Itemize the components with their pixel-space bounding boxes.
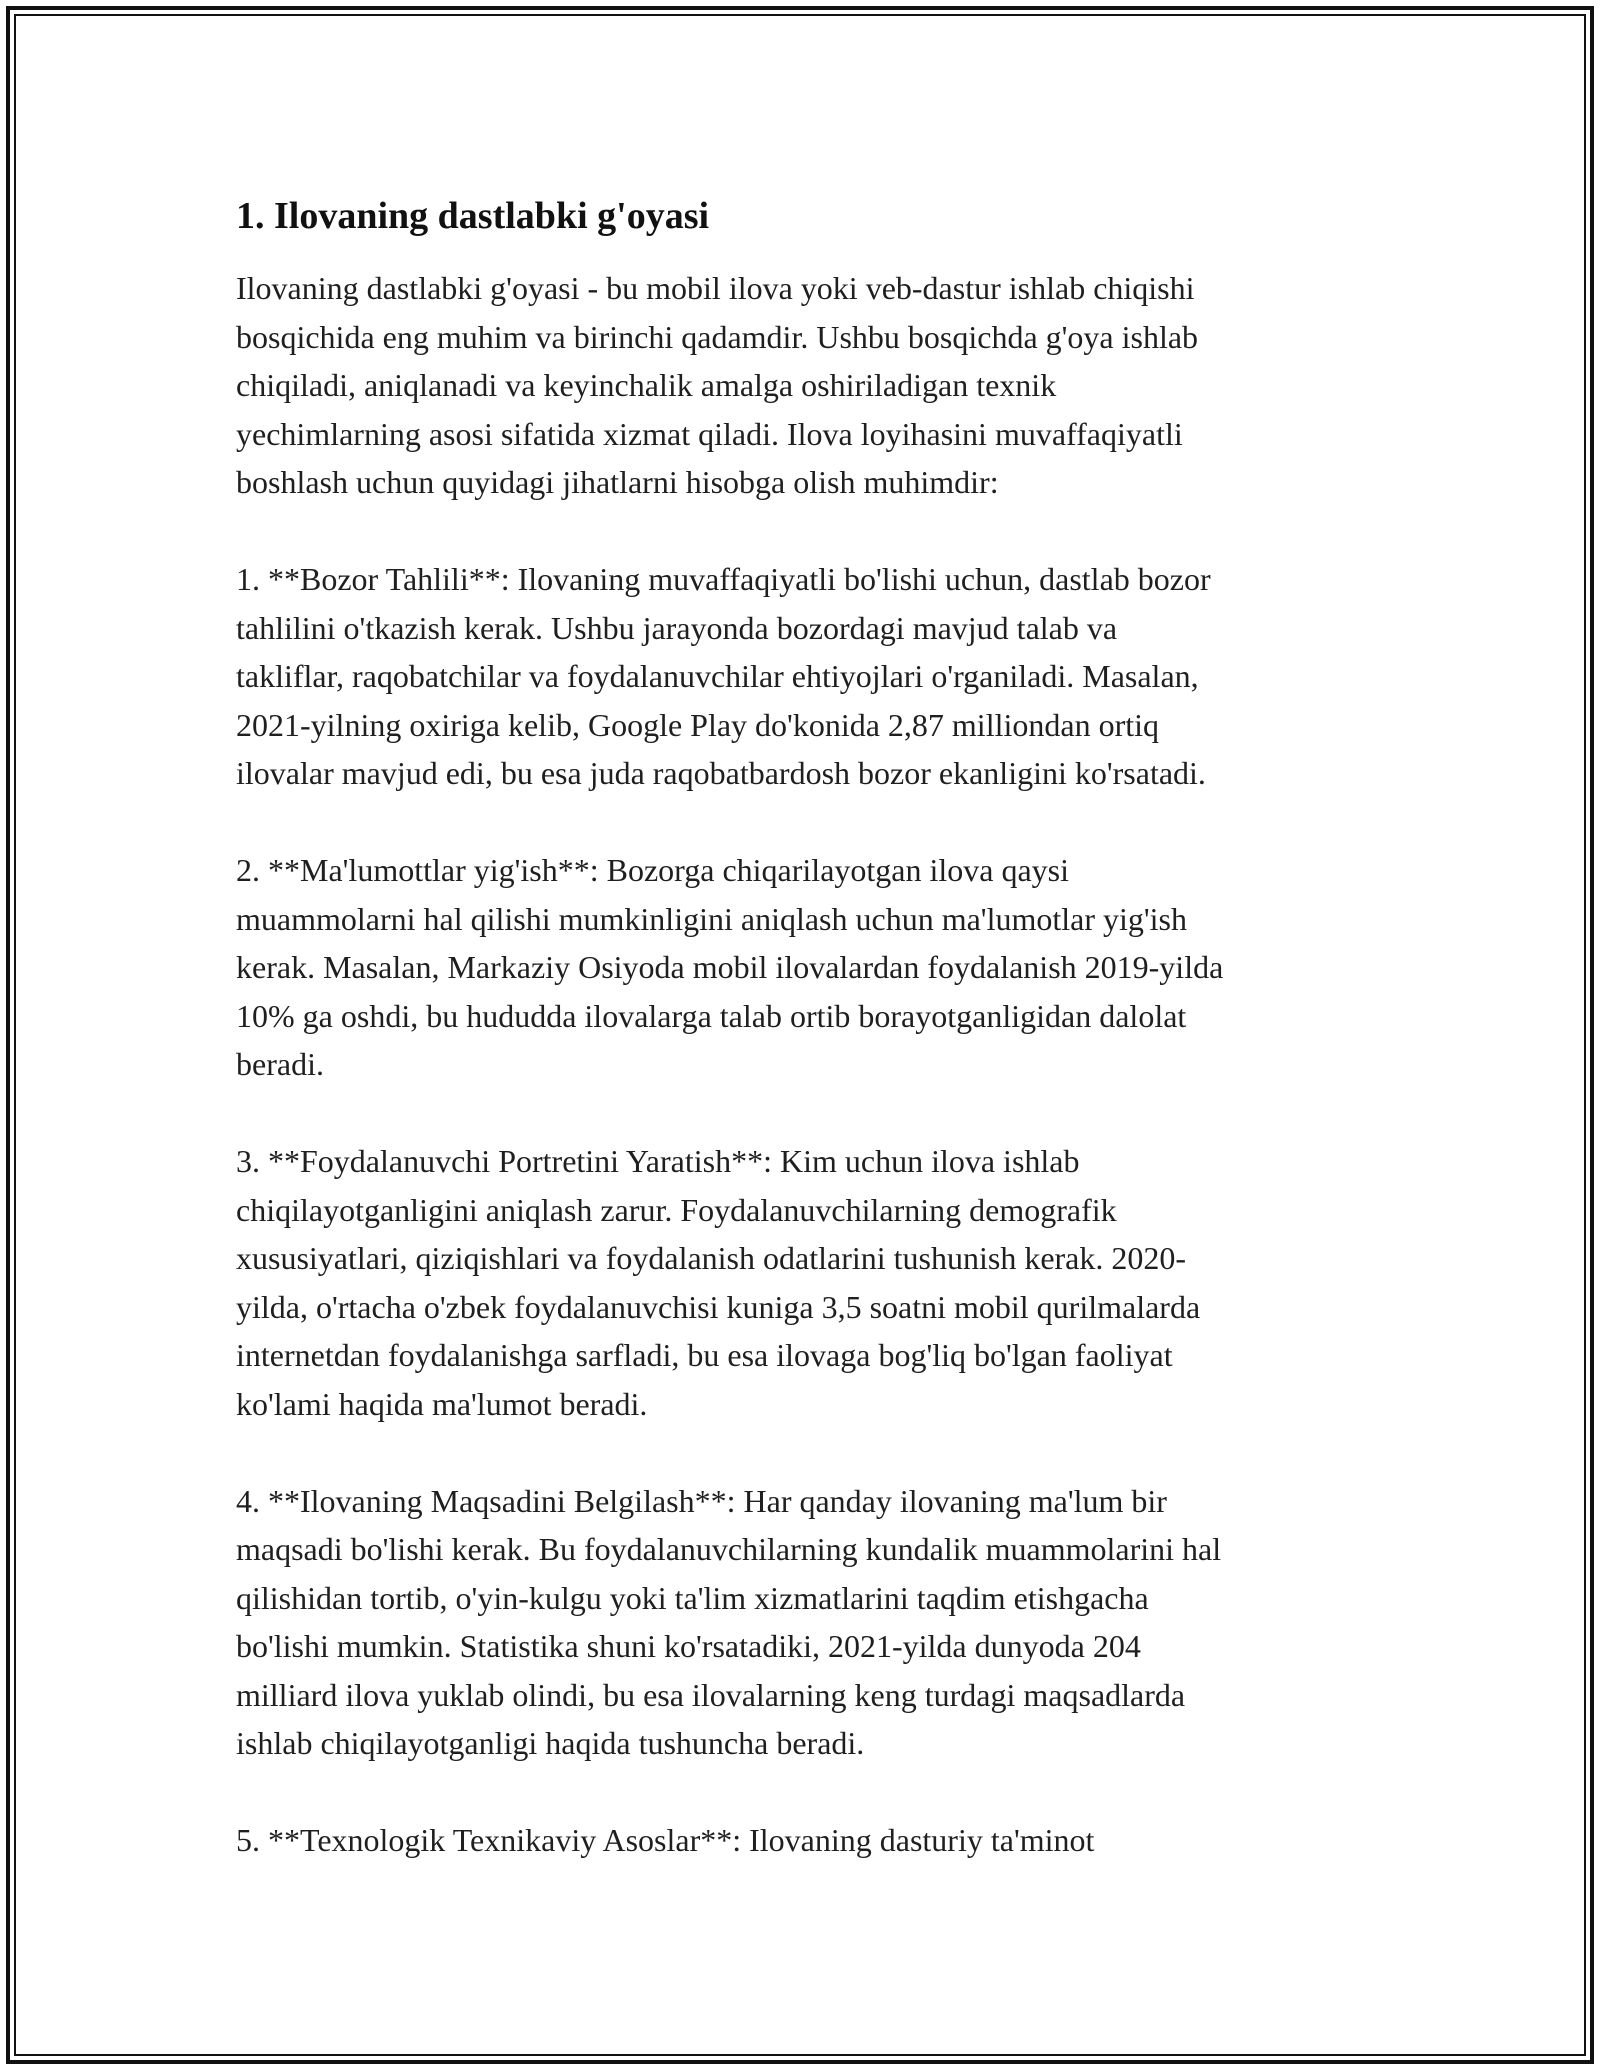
list-item-ilova-maqsadi: 4. **Ilovaning Maqsadini Belgilash**: Har qanday ilovaning ma'lum bir maqsadi bo'lishi kerak. Bu foydalanuvchilarning kundalik muammolarini hal qilishidan tortib, o'yin-kulgu yoki ta'lim xizmatlarini taqdim etishgacha bo'lishi mumkin. Statistika shuni ko'rsatadiki, 2021-yilda dunyoda 204 milliard ilova yuklab olindi, bu esa ilovalarning keng turdagi maqsadlarda ishlab chiqilayotganligi haqida tushuncha beradi. (236, 1482, 1222, 1761)
document-body (236, 190, 1376, 1913)
list-item-texnologik-asoslar: 5. **Texnologik Texnikaviy Asoslar**: Ilovaning dasturiy ta'minot (236, 1822, 1095, 1858)
section-title: 1. Ilovaning dastlabki g'oyasi (236, 195, 710, 237)
intro-paragraph: Ilovaning dastlabki g'oyasi - bu mobil ilova yoki veb-dastur ishlab chiqishi bosqichida eng muhim va birinchi qadamdir. Ushbu bosqichda g'oya ishlab chiqiladi, aniqlanadi va keyinchalik amalga oshiriladigan texnik yechimlarning asosi sifatida xizmat qiladi. Ilova loyihasini muvaffaqiyatli boshlash uchun quyidagi jihatlarni hisobga olish muhimdir: (236, 270, 1199, 500)
list-item-foydalanuvchi-portreti: 3. **Foydalanuvchi Portretini Yaratish**: Kim uchun ilova ishlab chiqilayotganligini aniqlash zarur. Foydalanuvchilarning demografik xususiyatlari, qiziqishlari va foydalanish odatlarini tushunish kerak. 2020- yilda, o'rtacha o'zbek foydalanuvchisi kuniga 3,5 soatni mobil qurilmalarda internetdan foydalanishga sarfladi, bu esa ilovaga bog'liq bo'lgan faoliyat ko'lami haqida ma'lumot beradi. (236, 1143, 1201, 1422)
list-item-malumotlar-yigish: 2. **Ma'lumottlar yig'ish**: Bozorga chiqarilayotgan ilova qaysi muammolarni hal qilishi mumkinligini aniqlash uchun ma'lumotlar yig'ish kerak. Masalan, Markaziy Osiyoda mobil ilovalardan foydalanish 2019-yilda 10% ga oshdi, bu hududda ilovalarga talab ortib borayotganligidan dalolat beradi. (236, 852, 1224, 1082)
list-item-bozor-tahlili: 1. **Bozor Tahlili**: Ilovaning muvaffaqiyatli bo'lishi uchun, dastlab bozor tahlilini o'tkazish kerak. Ushbu jarayonda bozordagi mavjud talab va takliflar, raqobatchilar va foydalanuvchilar ehtiyojlari o'rganiladi. Masalan, 2021-yilning oxiriga kelib, Google Play do'konida 2,87 milliondan ortiq ilovalar mavjud edi, bu esa juda raqobatbardosh bozor ekanligini ko'rsatadi. (236, 561, 1211, 791)
